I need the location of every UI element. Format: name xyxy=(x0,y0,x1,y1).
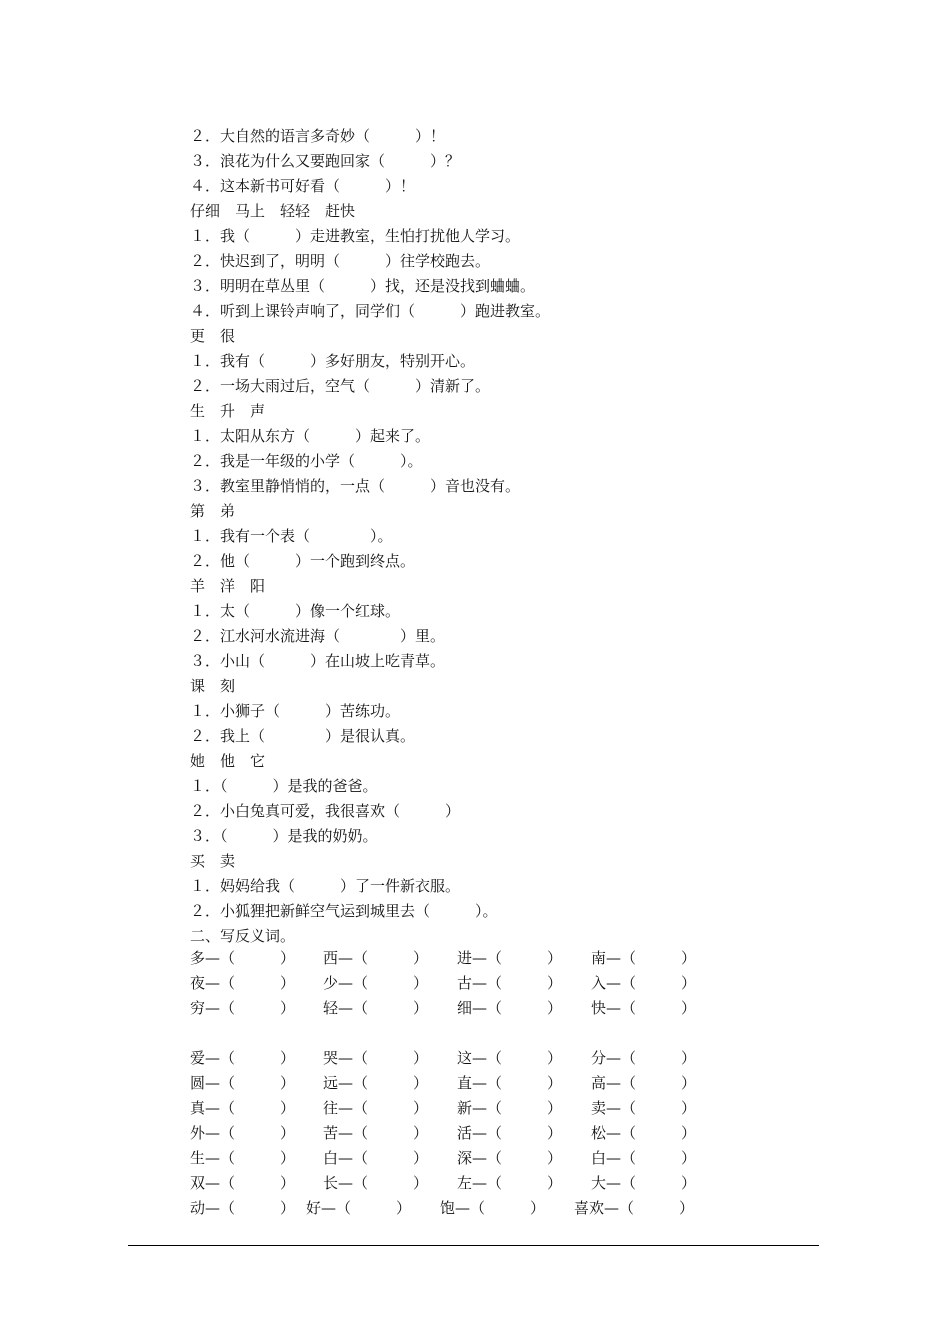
word-bank-line: 更 很 xyxy=(190,327,236,345)
word-bank-line: 课 刻 xyxy=(190,677,236,695)
antonym-item: 往—（ ） xyxy=(323,1099,429,1117)
sentence-line: １．妈妈给我（ ）了一件新衣服。 xyxy=(190,877,461,895)
antonym-item: 大—（ ） xyxy=(591,1174,697,1192)
sentence-line: ２．大自然的语言多奇妙（ ）！ xyxy=(190,127,446,145)
sentence-line: １．太（ ）像一个红球。 xyxy=(190,602,401,620)
antonym-item: 快—（ ） xyxy=(591,999,697,1017)
antonym-item: 夜—（ ） xyxy=(190,974,296,992)
antonym-item: 双—（ ） xyxy=(190,1174,296,1192)
word-bank-line: 羊 洋 阳 xyxy=(190,577,266,595)
sentence-line: ２．小狐狸把新鲜空气运到城里去（ ）。 xyxy=(190,902,498,920)
sentence-line: ２．他（ ）一个跑到终点。 xyxy=(190,552,416,570)
sentence-line: ２．快迟到了，明明（ ）往学校跑去。 xyxy=(190,252,491,270)
antonym-item: 西—（ ） xyxy=(323,949,429,967)
antonym-item: 动—（ ） xyxy=(190,1199,296,1217)
antonym-item: 轻—（ ） xyxy=(323,999,429,1017)
antonym-item: 苦—（ ） xyxy=(323,1124,429,1142)
antonym-item: 细—（ ） xyxy=(457,999,563,1017)
antonym-item: 直—（ ） xyxy=(457,1074,563,1092)
antonym-item: 新—（ ） xyxy=(457,1099,563,1117)
sentence-line: ４．听到上课铃声响了，同学们（ ）跑进教室。 xyxy=(190,302,551,320)
antonym-item: 喜欢—（ ） xyxy=(574,1199,695,1217)
antonym-item: 生—（ ） xyxy=(190,1149,296,1167)
sentence-line: ３．明明在草丛里（ ）找，还是没找到蛐蛐。 xyxy=(190,277,536,295)
antonym-item: 松—（ ） xyxy=(591,1124,697,1142)
sentence-line: ２．一场大雨过后，空气（ ）清新了。 xyxy=(190,377,491,395)
antonym-item: 深—（ ） xyxy=(457,1149,563,1167)
sentence-line: １．太阳从东方（ ）起来了。 xyxy=(190,427,431,445)
sentence-line: ３．小山（ ）在山坡上吃青草。 xyxy=(190,652,446,670)
antonym-item: 卖—（ ） xyxy=(591,1099,697,1117)
antonym-item: 多—（ ） xyxy=(190,949,296,967)
sentence-line: ４．这本新书可好看（ ）！ xyxy=(190,177,416,195)
antonym-item: 古—（ ） xyxy=(457,974,563,992)
antonym-item: 穷—（ ） xyxy=(190,999,296,1017)
antonym-item: 爱—（ ） xyxy=(190,1049,296,1067)
antonym-item: 南—（ ） xyxy=(591,949,697,967)
antonym-item: 入—（ ） xyxy=(591,974,697,992)
antonym-item: 少—（ ） xyxy=(323,974,429,992)
section-heading: 二、写反义词。 xyxy=(190,927,296,945)
antonym-item: 分—（ ） xyxy=(591,1049,697,1067)
word-bank-line: 她 他 它 xyxy=(190,752,266,770)
antonym-item: 外—（ ） xyxy=(190,1124,296,1142)
sentence-line: ３．教室里静悄悄的，一点（ ）音也没有。 xyxy=(190,477,521,495)
antonym-item: 远—（ ） xyxy=(323,1074,429,1092)
antonym-item: 左—（ ） xyxy=(457,1174,563,1192)
sentence-line: ２．江水河水流进海（ ）里。 xyxy=(190,627,446,645)
sentence-line: １．（ ）是我的爸爸。 xyxy=(190,777,378,795)
footer-divider xyxy=(128,1245,819,1246)
sentence-line: ２．我是一年级的小学（ ）。 xyxy=(190,452,423,470)
sentence-line: ２．我上（ ）是很认真。 xyxy=(190,727,416,745)
sentence-line: １．小狮子（ ）苦练功。 xyxy=(190,702,401,720)
antonym-item: 这—（ ） xyxy=(457,1049,563,1067)
sentence-line: ３．（ ）是我的奶奶。 xyxy=(190,827,378,845)
word-bank-line: 生 升 声 xyxy=(190,402,266,420)
antonym-item: 哭—（ ） xyxy=(323,1049,429,1067)
antonym-item: 高—（ ） xyxy=(591,1074,697,1092)
word-bank-line: 仔细 马上 轻轻 赶快 xyxy=(190,202,356,220)
antonym-item: 长—（ ） xyxy=(323,1174,429,1192)
antonym-item: 白—（ ） xyxy=(591,1149,697,1167)
sentence-line: ３．浪花为什么又要跑回家（ ）？ xyxy=(190,152,461,170)
antonym-item: 好—（ ） xyxy=(306,1199,412,1217)
antonym-item: 真—（ ） xyxy=(190,1099,296,1117)
antonym-item: 进—（ ） xyxy=(457,949,563,967)
antonym-item: 活—（ ） xyxy=(457,1124,563,1142)
sentence-line: ２．小白兔真可爱，我很喜欢（ ） xyxy=(190,802,461,820)
sentence-line: １．我有（ ）多好朋友，特别开心。 xyxy=(190,352,476,370)
antonym-item: 圆—（ ） xyxy=(190,1074,296,1092)
antonym-item: 饱—（ ） xyxy=(440,1199,546,1217)
sentence-line: １．我（ ）走进教室，生怕打扰他人学习。 xyxy=(190,227,521,245)
antonym-item: 白—（ ） xyxy=(323,1149,429,1167)
word-bank-line: 买 卖 xyxy=(190,852,236,870)
sentence-line: １．我有一个表（ ）。 xyxy=(190,527,393,545)
word-bank-line: 第 弟 xyxy=(190,502,236,520)
